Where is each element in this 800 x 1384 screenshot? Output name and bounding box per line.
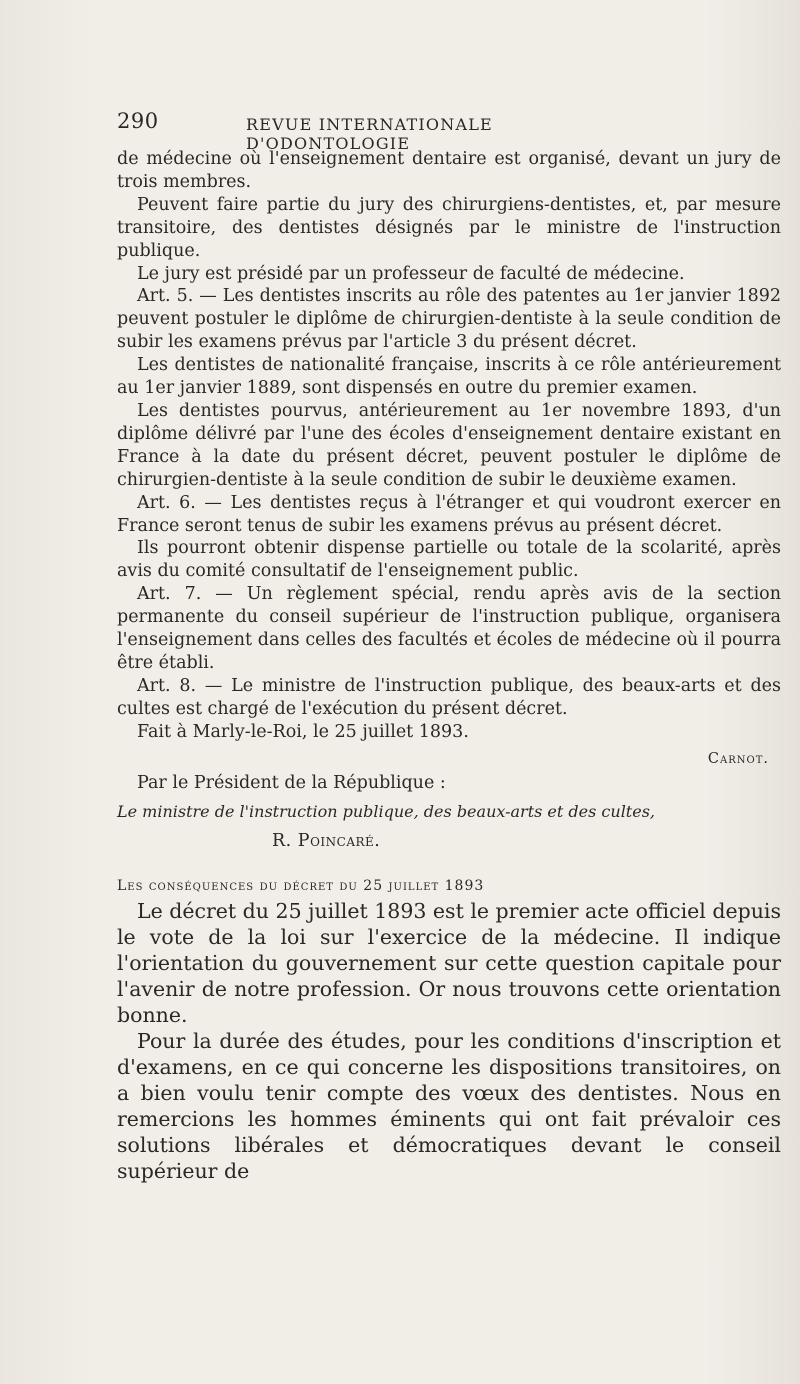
paragraph: Art. 8. — Le ministre de l'instruction publique, des beaux-arts et des cultes est chargé de l'exécution du présent décret. — [117, 675, 781, 719]
by-president-line: Par le Président de la République : — [137, 773, 446, 794]
paragraph: Art. 7. — Un règlement spécial, rendu après avis de la section permanente du conseil supérieur de l'instruction publique, organisera l'enseignement dans celles des facultés et écoles de médecine où il pourra être établi. — [117, 584, 781, 673]
paragraph: Ils pourront obtenir dispense partielle ou totale de la scolarité, après avis du comité consultatif de l'enseignement public. — [117, 538, 781, 582]
paragraph: Peuvent faire partie du jury des chirurgiens-dentistes, et, par mesure transitoire, des dentistes désignés par le ministre de l'instruction publique. — [117, 194, 781, 261]
page-number: 290 — [117, 109, 159, 133]
minister-name: R. Poincaré. — [272, 831, 381, 852]
paragraph: Les dentistes pourvus, antérieurement au 1er novembre 1893, d'un diplôme délivré par l'une des écoles d'enseignement dentaire existant en France à la date du présent décret, peuvent postuler le diplôme de chirurgien-dentiste à la seule condition de subir le deuxième examen. — [117, 400, 781, 490]
paragraph: Fait à Marly-le-Roi, le 25 juillet 1893. — [137, 721, 469, 742]
article-text — [117, 898, 781, 1184]
paragraph: Les dentistes de nationalité française, inscrits à ce rôle antérieurement au 1er janvier 1889, sont dispensés en outre du premier examen. — [117, 355, 781, 399]
paragraph: Pour la durée des études, pour les conditions d'inscription et d'examens, en ce qui concerne les dispositions transitoires, on a bien voulu tenir compte des vœux des dentistes. Nous en remercions les hommes éminents qui ont fait prévaloir ces solutions libérales et démocratiques devant le conseil supérieur de — [117, 1029, 781, 1184]
paragraph: Art. 5. — Les dentistes inscrits au rôle des patentes au 1er janvier 1892 peuvent postuler le diplôme de chirurgien-dentiste à la seule condition de subir les examens prévus par l'article 3 du présent décret. — [117, 286, 781, 353]
paragraph: Le décret du 25 juillet 1893 est le premier acte officiel depuis le vote de la loi sur l'exercice de la médecine. Il indique l'orientation du gouvernement sur cette question capitale pour l'avenir de notre profession. Or nous trouvons cette orientation bonne. — [117, 899, 781, 1028]
paragraph: Le jury est présidé par un professeur de faculté de médecine. — [137, 263, 685, 284]
section-title: Les conséquences du décret du 25 juillet 1893 — [117, 878, 485, 895]
decree-text — [117, 148, 781, 1184]
running-title: REVUE INTERNATIONALE D'ODONTOLOGIE — [246, 115, 493, 153]
paragraph: Art. 6. — Les dentistes reçus à l'étranger et qui voudront exercer en France seront tenus de subir les examens prévus au présent décret. — [117, 492, 781, 536]
paragraph: de médecine où l'enseignement dentaire est organisé, devant un jury de trois membres. — [117, 149, 781, 192]
minister-title: Le ministre de l'instruction publique, des beaux-arts et des cultes, — [117, 802, 655, 822]
signature-carnot: Carnot. — [707, 750, 769, 767]
